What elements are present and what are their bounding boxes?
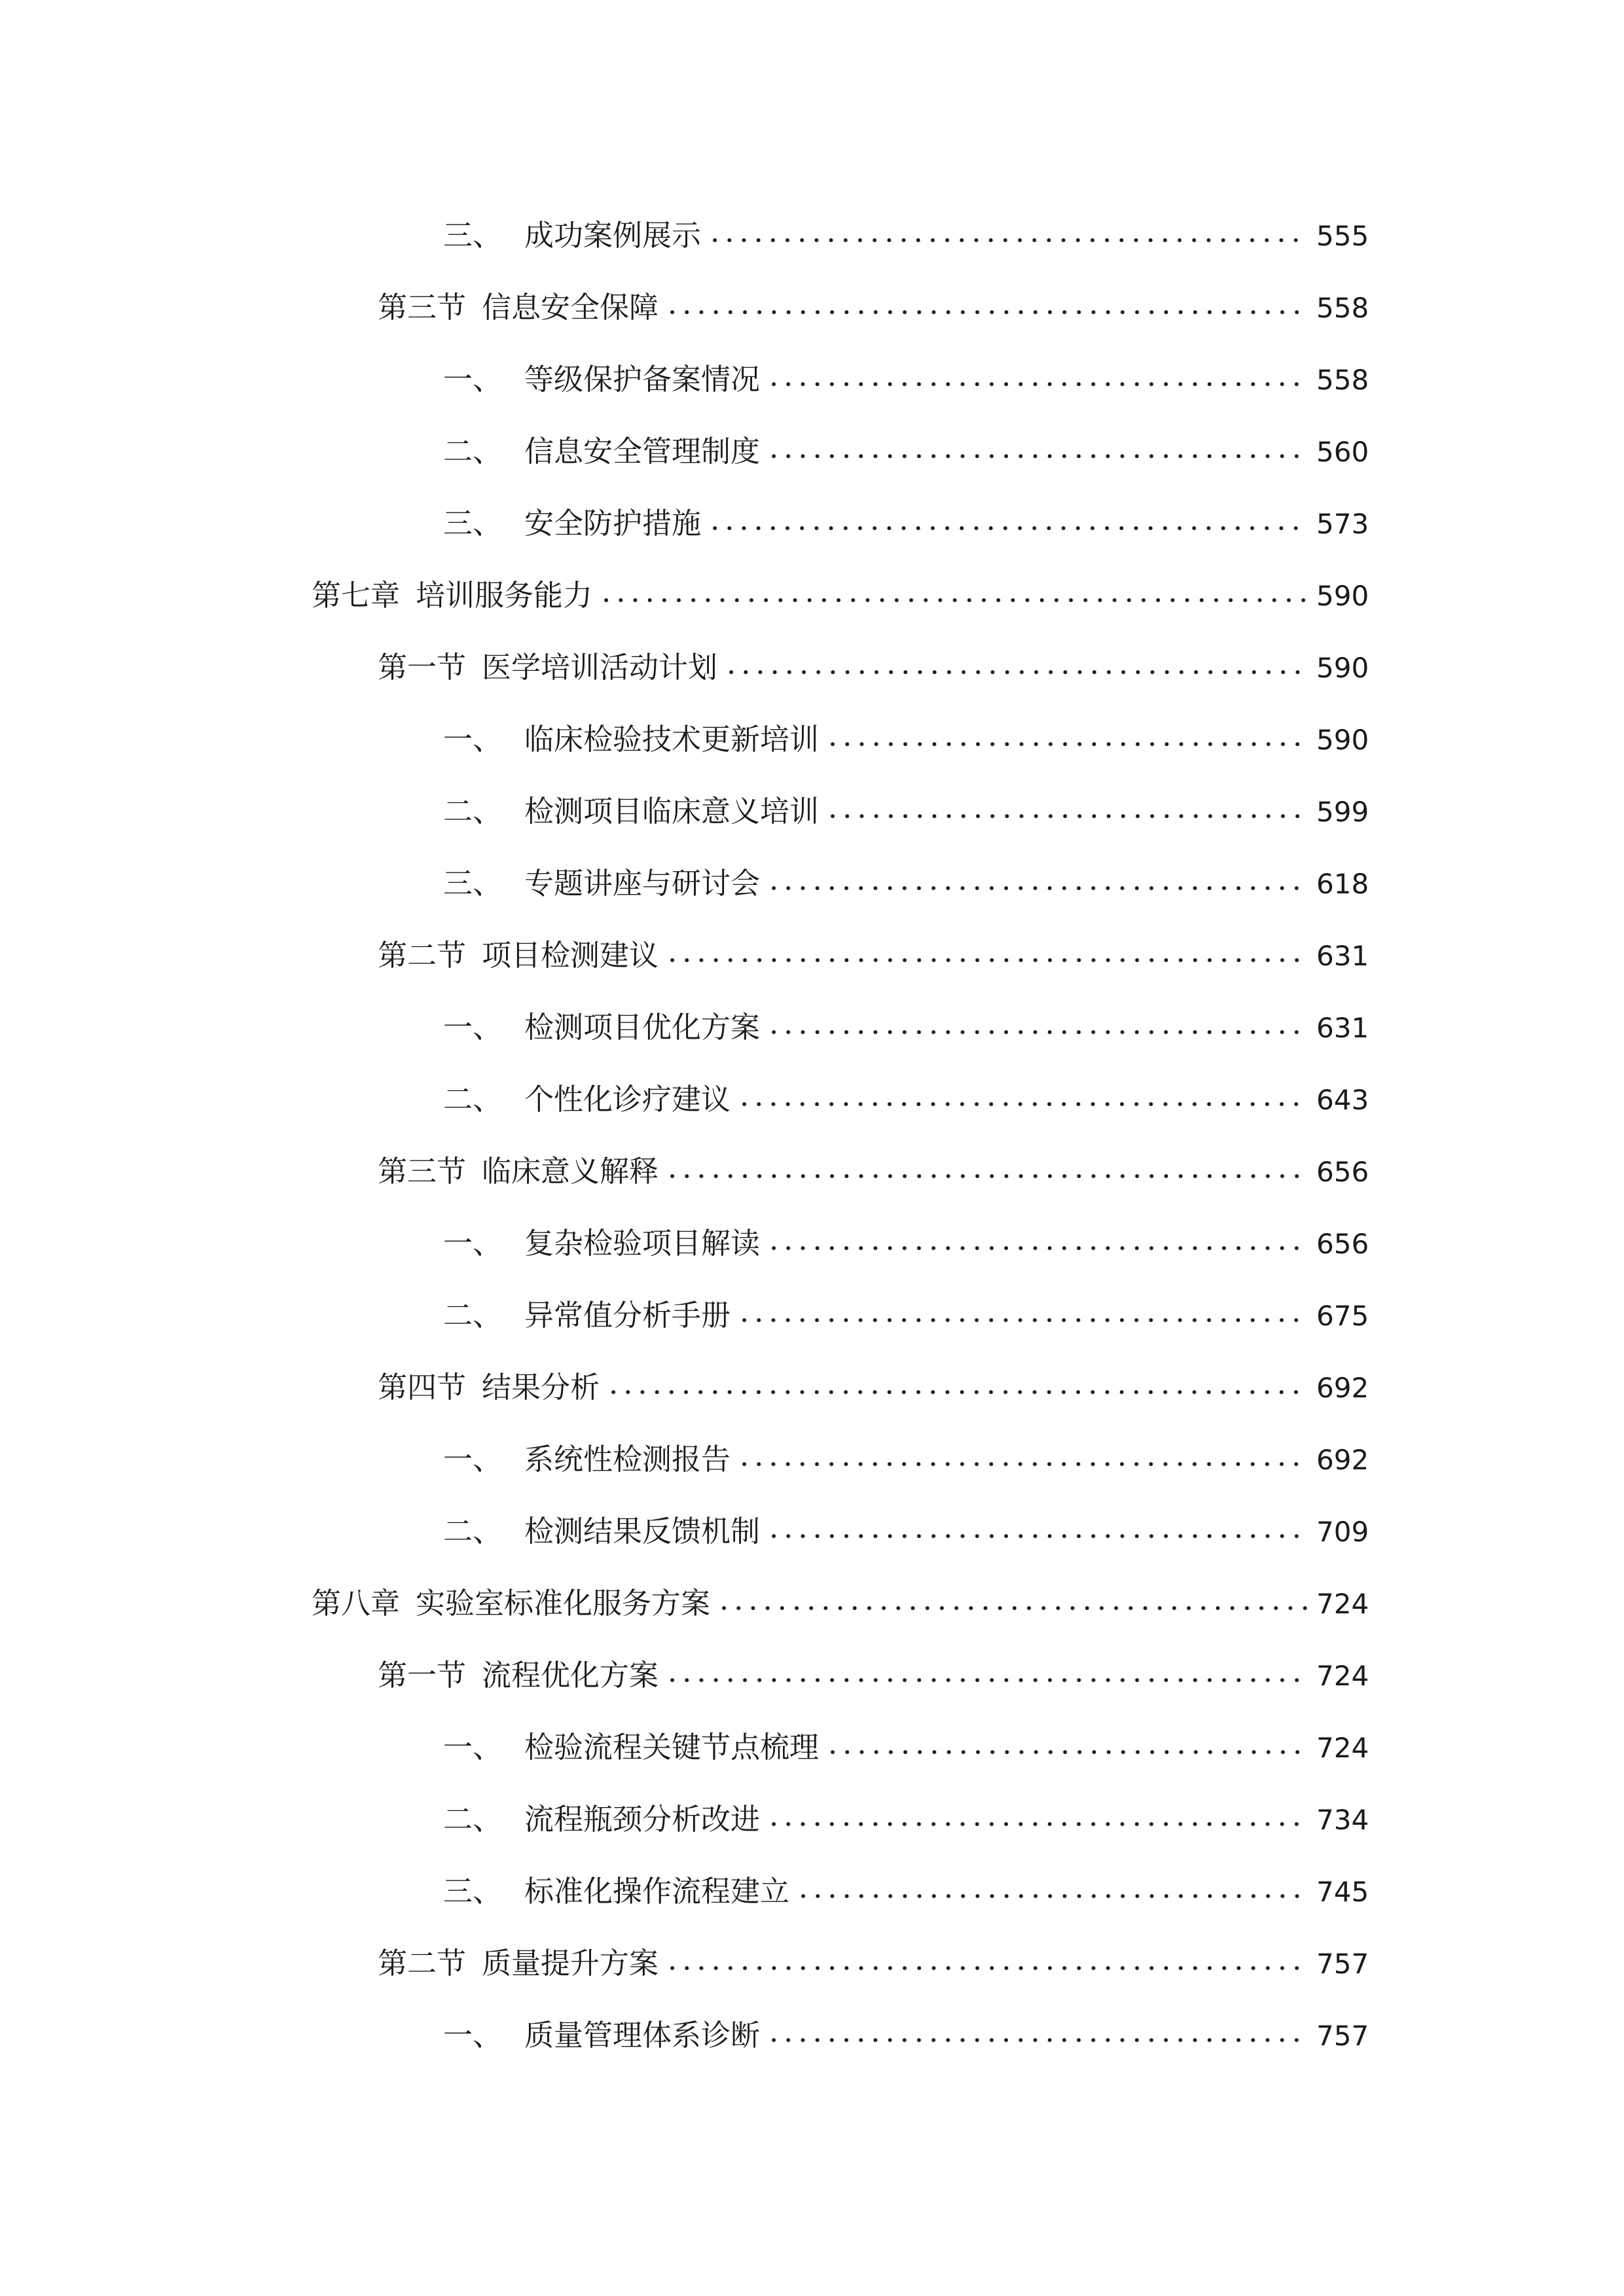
toc-entry[interactable] <box>0 488 1624 541</box>
entry-prefix: 第八章 <box>312 1586 401 1621</box>
toc-entry[interactable] <box>0 1280 1624 1333</box>
dot-leader <box>708 236 1307 245</box>
toc-entry[interactable] <box>0 1568 1624 1621</box>
entry-title: 项目检测建议 <box>482 938 659 973</box>
entry-page-number: 734 <box>1316 1804 1369 1836</box>
entry-prefix: 三、 <box>443 218 503 253</box>
entry-page-number: 631 <box>1316 940 1369 972</box>
entry-prefix: 二、 <box>443 1514 503 1549</box>
entry-prefix: 一、 <box>443 1442 503 1477</box>
toc-entry[interactable] <box>0 776 1624 829</box>
toc-entry[interactable] <box>0 1208 1624 1261</box>
entry-title: 结果分析 <box>482 1370 600 1405</box>
dot-leader <box>767 2036 1307 2045</box>
entry-title: 标准化操作流程建立 <box>524 1874 790 1909</box>
entry-prefix: 第七章 <box>312 578 401 613</box>
entry-page-number: 724 <box>1316 1732 1369 1764</box>
entry-title: 成功案例展示 <box>524 218 702 253</box>
entry-page-number: 656 <box>1316 1156 1369 1188</box>
entry-prefix: 一、 <box>443 1010 503 1045</box>
toc-entry[interactable] <box>0 1424 1624 1477</box>
entry-prefix: 一、 <box>443 1226 503 1261</box>
dot-leader <box>767 1532 1307 1541</box>
toc-entry[interactable] <box>0 344 1624 397</box>
entry-prefix: 第二节 <box>378 938 467 973</box>
entry-page-number: 757 <box>1316 1948 1369 1980</box>
entry-prefix: 二、 <box>443 1082 503 1117</box>
entry-title: 等级保护备案情况 <box>524 362 761 397</box>
entry-title: 检测结果反馈机制 <box>524 1514 761 1549</box>
entry-prefix: 三、 <box>443 866 503 901</box>
entry-prefix: 一、 <box>443 362 503 397</box>
entry-title: 检验流程关键节点梳理 <box>524 1730 820 1765</box>
toc-entry[interactable] <box>0 1136 1624 1189</box>
entry-page-number: 692 <box>1316 1444 1369 1476</box>
entry-prefix: 第三节 <box>378 290 467 325</box>
entry-page-number: 618 <box>1316 868 1369 900</box>
toc-entry[interactable] <box>0 2000 1624 2053</box>
dot-leader <box>708 524 1307 533</box>
entry-prefix: 三、 <box>443 506 503 541</box>
entry-prefix: 第三节 <box>378 1154 467 1189</box>
dot-leader <box>767 1244 1307 1253</box>
toc-entry[interactable] <box>0 1064 1624 1117</box>
entry-page-number: 558 <box>1316 364 1369 396</box>
dot-leader <box>767 452 1307 461</box>
dot-leader <box>737 1316 1307 1325</box>
dot-leader <box>737 1460 1307 1469</box>
toc-entry[interactable] <box>0 200 1624 253</box>
toc-entry[interactable] <box>0 1712 1624 1765</box>
dot-leader <box>767 1820 1307 1829</box>
entry-title: 质量提升方案 <box>482 1946 659 1981</box>
dot-leader <box>665 1676 1307 1685</box>
entry-title: 检测项目临床意义培训 <box>524 794 820 829</box>
entry-page-number: 724 <box>1316 1588 1369 1620</box>
entry-title: 实验室标准化服务方案 <box>416 1586 711 1621</box>
entry-prefix: 一、 <box>443 2018 503 2053</box>
entry-title: 信息安全保障 <box>482 290 659 325</box>
entry-prefix: 二、 <box>443 434 503 469</box>
toc-entry[interactable] <box>0 848 1624 901</box>
entry-title: 系统性检测报告 <box>524 1442 731 1477</box>
entry-page-number: 656 <box>1316 1228 1369 1260</box>
dot-leader <box>665 308 1307 317</box>
dot-leader <box>796 1892 1307 1901</box>
dot-leader <box>717 1604 1307 1613</box>
toc-entry[interactable] <box>0 632 1624 685</box>
dot-leader <box>825 812 1307 821</box>
toc-entry[interactable] <box>0 416 1624 469</box>
entry-title: 专题讲座与研讨会 <box>524 866 761 901</box>
entry-title: 临床意义解释 <box>482 1154 659 1189</box>
dot-leader <box>665 1964 1307 1973</box>
dot-leader <box>606 1388 1307 1397</box>
dot-leader <box>724 668 1307 677</box>
entry-title: 流程优化方案 <box>482 1658 659 1693</box>
entry-prefix: 第一节 <box>378 650 467 685</box>
dot-leader <box>825 740 1307 749</box>
toc-entry[interactable] <box>0 1928 1624 1981</box>
entry-page-number: 724 <box>1316 1660 1369 1692</box>
entry-page-number: 573 <box>1316 508 1369 540</box>
entry-title: 异常值分析手册 <box>524 1298 731 1333</box>
entry-title: 信息安全管理制度 <box>524 434 761 469</box>
entry-title: 安全防护措施 <box>524 506 702 541</box>
entry-page-number: 599 <box>1316 796 1369 828</box>
dot-leader <box>767 1028 1307 1037</box>
entry-title: 检测项目优化方案 <box>524 1010 761 1045</box>
entry-prefix: 二、 <box>443 794 503 829</box>
entry-title: 医学培训活动计划 <box>482 650 718 685</box>
entry-page-number: 590 <box>1316 580 1369 612</box>
entry-prefix: 第二节 <box>378 1946 467 1981</box>
entry-prefix: 第一节 <box>378 1658 467 1693</box>
entry-page-number: 558 <box>1316 292 1369 324</box>
dot-leader <box>737 1100 1307 1109</box>
entry-page-number: 631 <box>1316 1012 1369 1044</box>
dot-leader <box>665 956 1307 965</box>
toc-entry[interactable] <box>0 1784 1624 1837</box>
entry-page-number: 643 <box>1316 1084 1369 1116</box>
entry-prefix: 二、 <box>443 1802 503 1837</box>
toc-entry[interactable] <box>0 1496 1624 1549</box>
entry-page-number: 560 <box>1316 436 1369 468</box>
entry-page-number: 675 <box>1316 1300 1369 1332</box>
entry-page-number: 555 <box>1316 220 1369 252</box>
dot-leader <box>665 1172 1307 1181</box>
dot-leader <box>825 1748 1307 1757</box>
entry-prefix: 一、 <box>443 1730 503 1765</box>
entry-page-number: 709 <box>1316 1516 1369 1548</box>
entry-prefix: 三、 <box>443 1874 503 1909</box>
entry-title: 临床检验技术更新培训 <box>524 722 820 757</box>
toc-entry[interactable] <box>0 1640 1624 1693</box>
entry-page-number: 590 <box>1316 724 1369 756</box>
entry-page-number: 745 <box>1316 1876 1369 1908</box>
toc-entry[interactable] <box>0 992 1624 1045</box>
dot-leader <box>767 884 1307 893</box>
toc-entry[interactable] <box>0 704 1624 757</box>
entry-title: 质量管理体系诊断 <box>524 2018 761 2053</box>
entry-title: 复杂检验项目解读 <box>524 1226 761 1261</box>
toc-entry[interactable] <box>0 1856 1624 1909</box>
entry-page-number: 692 <box>1316 1372 1369 1404</box>
toc-entry[interactable] <box>0 1352 1624 1405</box>
toc-entry[interactable] <box>0 920 1624 973</box>
entry-title: 流程瓶颈分析改进 <box>524 1802 761 1837</box>
entry-page-number: 757 <box>1316 2020 1369 2052</box>
toc-entry[interactable] <box>0 560 1624 613</box>
dot-leader <box>599 596 1307 605</box>
entry-title: 个性化诊疗建议 <box>524 1082 731 1117</box>
entry-title: 培训服务能力 <box>416 578 593 613</box>
entry-prefix: 第四节 <box>378 1370 467 1405</box>
entry-prefix: 二、 <box>443 1298 503 1333</box>
entry-page-number: 590 <box>1316 652 1369 684</box>
dot-leader <box>767 380 1307 389</box>
entry-prefix: 一、 <box>443 722 503 757</box>
toc-entry[interactable] <box>0 272 1624 325</box>
